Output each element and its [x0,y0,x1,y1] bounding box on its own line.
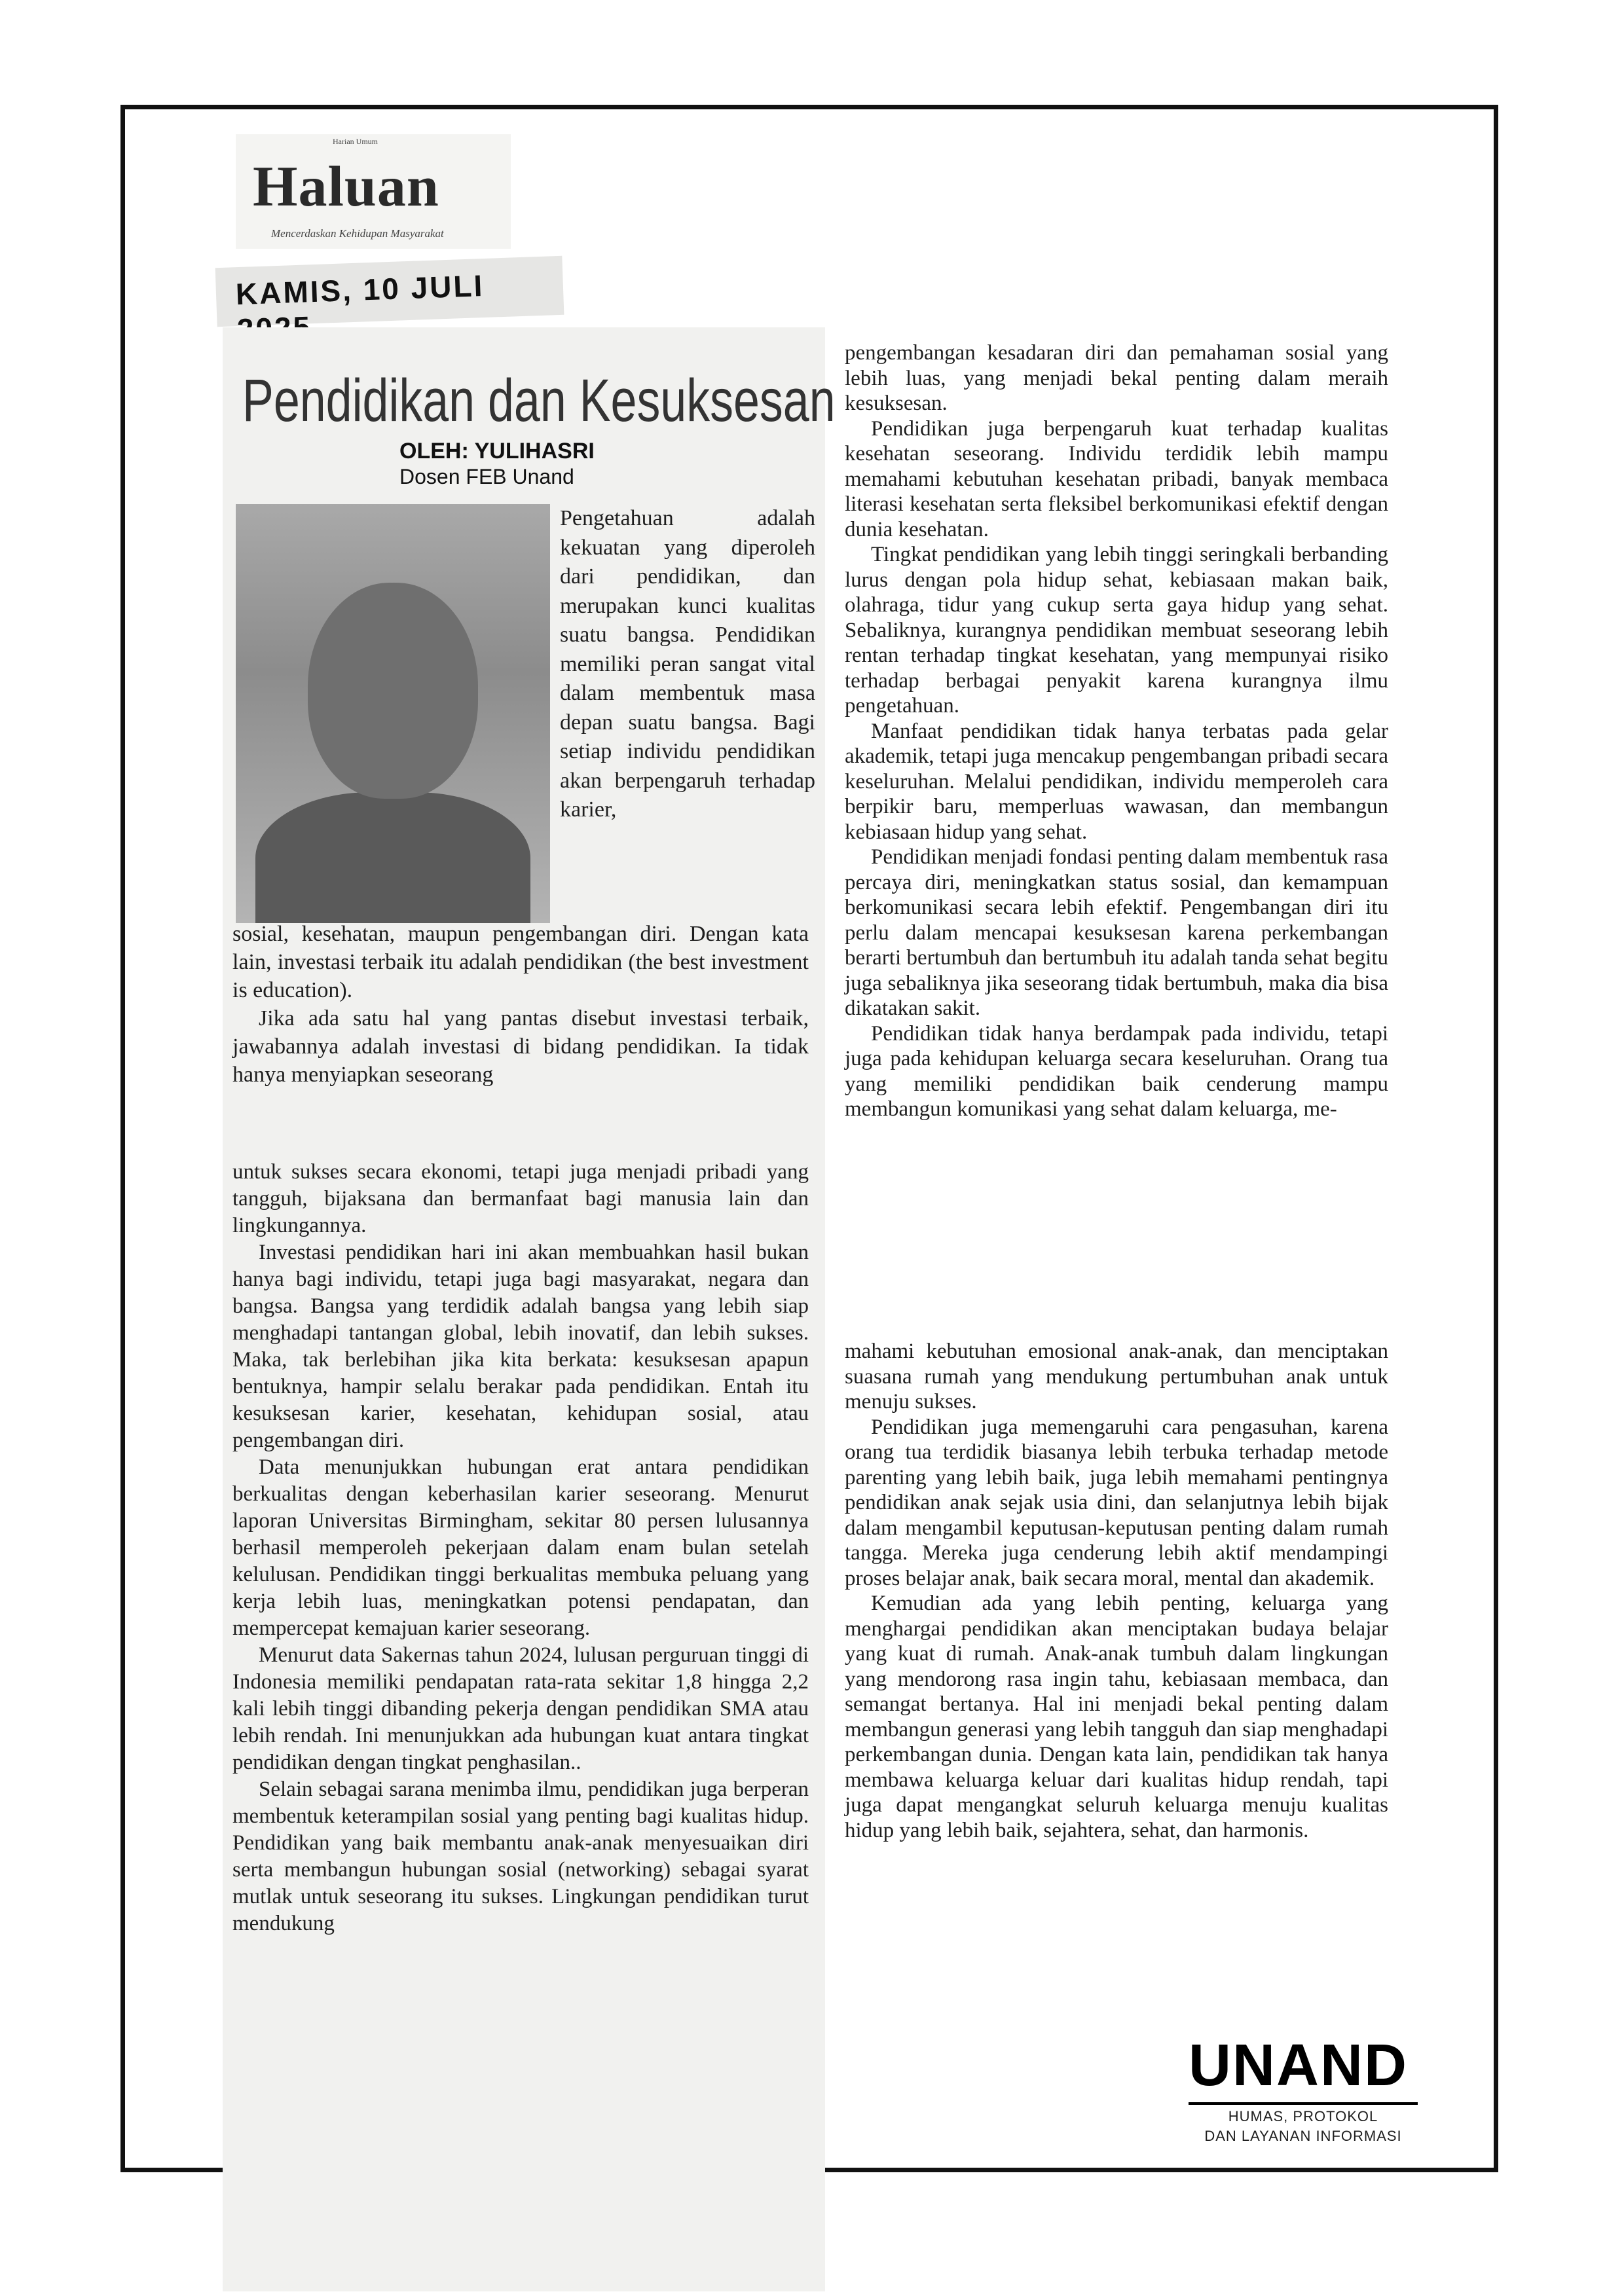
intro-paragraph-2: Jika ada satu hal yang pantas disebut investasi terbaik, jawabannya adalah investasi di bidang pendidikan. Ia tidak hanya menyiapkan seseorang [232,1006,809,1087]
newspaper-name: Haluan [253,155,439,219]
author-photo-head [308,583,478,799]
left-paragraph-3: Data menunjukkan hubungan erat antara pendidikan berkualitas dengan keberhasilan karier seseorang. Menurut laporan Universitas Birmingham, sekitar 80 persen lulusannya berhasil memperoleh pekerjaan dalam enam bulan setelah kelulusan. Pendidikan tinggi berkualitas membuka peluang yang kerja lebih luas, meningkatkan potensi pendapatan, dan mempercepat kemajuan karier seseorang. [232,1455,809,1640]
right-paragraph-2: Pendidikan juga berpengaruh kuat terhadap kualitas kesehatan seseorang. Individu terdidik lebih mampu memahami kebutuhan kesehatan pribadi, banyak membaca literasi kesehatan serta fleksibel berkomunikasi efektif dengan dunia kesehatan. [845,416,1388,541]
article-byline: OLEH: YULIHASRI [399,439,595,464]
masthead-top-label: Harian Umum [333,137,378,146]
right-paragraph-4: Manfaat pendidikan tidak hanya terbatas pada gelar akademik, tetapi juga mencakup pengembangan pribadi secara keseluruhan. Melalui pendidikan, individu memperoleh cara berpikir baru, memperluas wawasan, dan membangun kebiasaan hidup yang sehat. [845,719,1388,844]
left-paragraph-2: Investasi pendidikan hari ini akan membuahkan hasil bukan hanya bagi individu, tetapi juga bagi masyarakat, negara dan bangsa. Bangsa yang terdidik adalah bangsa yang lebih siap menghadapi tantangan global, lebih inovatif, dan lebih sukses. Maka, tak berlebihan jika kita berkata: kesuksesan apapun bentuknya, hampir selalu berakar pada pendidikan. Entah itu kesuksesan karier, kesehatan, kehidupan sosial, atau pengembangan diri. [232,1241,809,1452]
lead-paragraph: Pengetahuan adalah kekuatan yang diperoleh dari pendidikan, dan merupakan kunci kualitas suatu bangsa. Pendidikan memiliki peran sangat vital dalam membentuk masa depan suatu bangsa. Bagi setiap individu pendidikan akan berpengaruh terhadap karier, [560,506,815,822]
article-right-column-top [845,340,1388,1122]
article-left-column [232,1159,809,1937]
right-paragraph-1: pengembangan kesadaran diri dan pemahaman sosial yang lebih luas, yang menjadi bekal penting dalam meraih kesuksesan. [845,341,1388,415]
logo-divider [1189,2102,1418,2105]
author-photo [236,504,550,923]
author-affiliation: Dosen FEB Unand [399,465,574,488]
publication-date: KAMIS, 10 JULI [235,268,485,312]
left-paragraph-5: Selain sebagai sarana menimba ilmu, pendidikan juga berperan membentuk keterampilan sosial yang penting bagi kualitas hidup. Pendidikan yang baik membantu anak-anak menyesuaikan diri serta membangun hubungan sosial (networking) sebagai syarat mutlak untuk seseorang itu sukses. Lingkungan pendidikan turut mendukung [232,1777,809,1935]
article-headline: Pendidikan dan Kesuksesan [242,367,836,434]
right-paragraph-3: Tingkat pendidikan yang lebih tinggi seringkali berbanding lurus dengan pola hidup sehat, kebiasaan makan baik, olahraga, tidur yang cukup serta gaya hidup yang sehat. Sebaliknya, kurangnya pendidikan membuat seseorang lebih rentan terhadap tingkat kesehatan, yang mempunyai risiko terhadap berbagai penyakit karena kurangnya ilmu pengetahuan. [845,543,1388,718]
right-paragraph-7: mahami kebutuhan emosional anak-anak, dan menciptakan suasana rumah yang mendukung pertumbuhan anak untuk menuju sukses. [845,1339,1388,1413]
date-strip [215,256,564,327]
left-paragraph-1: untuk sukses secara ekonomi, tetapi juga menjadi pribadi yang tangguh, bijaksana dan bermanfaat bagi manusia lain dan lingkungannya. [232,1160,809,1237]
intro-paragraph-1: sosial, kesehatan, maupun pengembangan diri. Dengan kata lain, investasi terbaik itu adalah pendidikan (the best investment is education). [232,922,809,1002]
article-right-column-bottom [845,1339,1388,1843]
article-clipping [223,327,836,2291]
right-paragraph-8: Pendidikan juga memengaruhi cara pengasuhan, karena orang tua terdidik biasanya lebih terbuka terhadap metode parenting yang lebih baik, juga lebih memahami pentingnya pendidikan anak sejak usia dini, dan selanjutnya lebih bijak dalam mengambil keputusan-keputusan penting dalam rumah tangga. Mereka juga cenderung lebih aktif mendampingi proses belajar anak, baik secara moral, mental dan akademik. [845,1415,1388,1590]
masthead-tagline: Mencerdaskan Kehidupan Masyarakat [271,227,444,240]
article-intro [232,920,809,1089]
logo-subtitle-2: DAN LAYANAN INFORMASI [1204,2128,1402,2144]
newspaper-masthead [236,134,511,249]
right-paragraph-6: Pendidikan tidak hanya berdampak pada individu, tetapi juga pada kehidupan keluarga secara keseluruhan. Orang tua yang memiliki pendidikan baik cenderung mampu membangun komunikasi yang sehat dalam keluarga, me- [845,1021,1388,1121]
left-paragraph-4: Menurut data Sakernas tahun 2024, lulusan perguruan tinggi di Indonesia memiliki pendapatan rata-rata sekitar 1,8 hingga 2,2 kali lebih tinggi dibanding pekerja dengan pendidikan SMA atau lebih rendah. Ini menunjukkan ada hubungan kuat antara tingkat pendidikan dengan tingkat penghasilan.. [232,1643,809,1774]
logo-subtitle-1: HUMAS, PROTOKOL [1228,2108,1378,2124]
author-photo-shoulders [255,792,530,923]
unand-logo [1189,2033,1424,2144]
logo-wordmark: UNAND [1189,2033,1408,2098]
right-paragraph-5: Pendidikan menjadi fondasi penting dalam membentuk rasa percaya diri, meningkatkan status sosial, dan kemampuan berkomunikasi secara lebih efektif. Pengembangan diri itu perlu dalam mencapai kesuksesan karena perkembangan berarti bertumbuh dan bertumbuh itu adalah tanda sehat begitu juga sebaliknya jika seseorang tidak bertumbuh, maka dia bisa dikatakan sakit. [845,845,1388,1020]
right-paragraph-9: Kemudian ada yang lebih penting, keluarga yang menghargai pendidikan akan menciptakan budaya belajar yang kuat di rumah. Anak-anak tumbuh dalam lingkungan yang mendorong rasa ingin tahu, kebiasaan membaca, dan semangat bertanya. Hal ini menjadi bekal penting dalam membangun generasi yang lebih tangguh dan siap menghadapi perkembangan dunia. Dengan kata lain, pendidikan tak hanya membawa keluarga keluar dari kualitas hidup rendah, tapi juga dapat mengangkat seluruh keluarga menuju kualitas hidup yang lebih baik, sejahtera, sehat, dan harmonis. [845,1592,1388,1842]
article-lead-column [560,504,815,825]
